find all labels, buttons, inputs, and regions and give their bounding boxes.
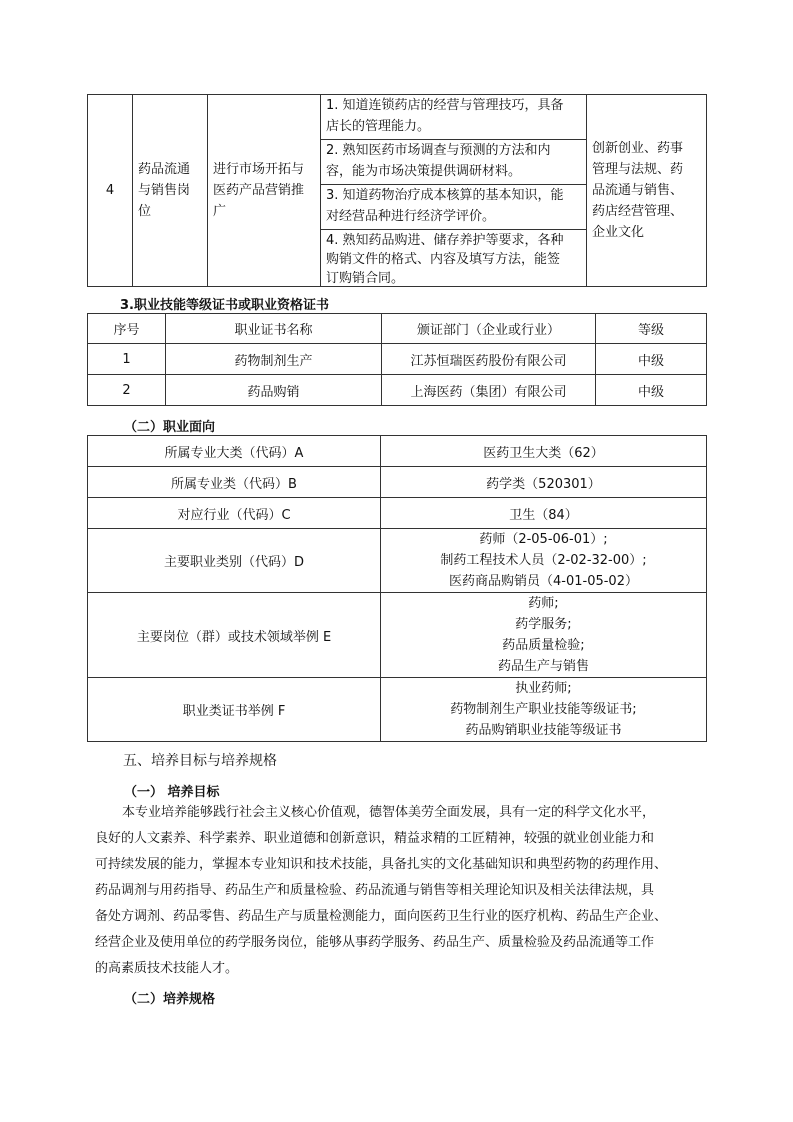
orientation-value: 卫生（84） <box>381 498 707 529</box>
table-row <box>88 375 707 406</box>
table-cell: 江苏恒瑞医药股份有限公司 <box>382 344 596 375</box>
header-cell: 序号 <box>88 314 166 344</box>
table-row <box>88 678 707 742</box>
header-cell: 等级 <box>596 314 707 344</box>
cert-section-title: 3.职业技能等级证书或职业资格证书 <box>120 298 329 313</box>
related-courses: 创新创业、药事 管理与法规、药 品流通与销售、 药店经营管理、 企业文化 <box>587 95 707 287</box>
goal-paragraph: 本专业培养能够践行社会主义核心价值观，德智体美劳全面发展，具有一定的科学文化水平， 良好的人文素养、科学素养、职业道德和创新意识，精益求精的工匠精神，较强的就业创业能力和 可持续发展的能力，掌握本专业知识和技术技能，具备扎实的文化基础知识和典型药物的药理作用、 药品调剂与用药指导、药品生产和质量检验、药品流通与销售等相关理论知识及相关法律法规，具 备处方调剂、药品零售、药品生产与质量检测能力，面向医药卫生行业的医疗机构、药品生产企业、 经营企业及使用单位的药学服务岗位，能够从事药学服务、药品生产、质量检验及药品流通等工作 的高素质技术技能人才。 <box>95 805 668 976</box>
orientation-value: 执业药师; 药物制剂生产职业技能等级证书; 药品购销职业技能等级证书 <box>381 678 707 742</box>
ability-item: 1. 知道连锁药店的经营与管理技巧，具备 店长的管理能力。 <box>326 98 564 134</box>
orientation-value: 药师; 药学服务; 药品质量检验; 药品生产与销售 <box>381 593 707 678</box>
ability-list <box>321 95 587 287</box>
orientation-label: 主要职业类别（代码）D <box>88 529 381 593</box>
work-task: 进行市场开拓与 医药产品营销推 广 <box>208 95 321 287</box>
position-ability-table <box>87 94 707 287</box>
table-row <box>88 344 707 375</box>
table-cell: 药物制剂生产 <box>166 344 382 375</box>
table-cell: 药品购销 <box>166 375 382 406</box>
ability-item: 4. 熟知药品购进、储存养护等要求，各种 购销文件的格式、内容及填写方法，能签 订购销合同。 <box>321 229 586 286</box>
table-cell: 上海医药（集团）有限公司 <box>382 375 596 406</box>
table-cell: 1 <box>88 344 166 375</box>
certificate-table <box>87 313 707 406</box>
orientation-value: 医药卫生大类（62） <box>381 436 707 467</box>
ability-item: 3. 知道药物治疗成本核算的基本知识，能 对经营品种进行经济学评价。 <box>321 184 586 229</box>
table-cell: 中级 <box>596 344 707 375</box>
table-header-row <box>88 314 707 344</box>
orientation-label: 所属专业类（代码）B <box>88 467 381 498</box>
goal-title: （一） 培养目标 <box>124 785 220 800</box>
ability-item: 2. 熟知医药市场调查与预测的方法和内 容，能为市场决策提供调研材料。 <box>321 139 586 184</box>
table-cell: 中级 <box>596 375 707 406</box>
orientation-label: 职业类证书举例 F <box>88 678 381 742</box>
orientation-value: 药学类（520301） <box>381 467 707 498</box>
orientation-table <box>87 435 707 742</box>
row-number: 4 <box>88 95 133 287</box>
orientation-label: 所属专业大类（代码）A <box>88 436 381 467</box>
table-row <box>88 436 707 467</box>
position-name: 药品流通 与销售岗 位 <box>133 95 208 287</box>
header-cell: 颁证部门（企业或行业） <box>382 314 596 344</box>
orientation-section-title: （二）职业面向 <box>124 420 216 435</box>
orientation-label: 主要岗位（群）或技术领域举例 E <box>88 593 381 678</box>
orientation-value: 药师（2-05-06-01）; 制药工程技术人员（2-02-32-00）; 医药商品购销员（4-01-05-02） <box>381 529 707 593</box>
table-row <box>88 498 707 529</box>
table-cell: 2 <box>88 375 166 406</box>
table-row <box>88 467 707 498</box>
header-cell: 职业证书名称 <box>166 314 382 344</box>
table-row <box>88 593 707 678</box>
section5-title: 五、培养目标与培养规格 <box>123 753 277 769</box>
spec-title: （二）培养规格 <box>124 992 216 1007</box>
orientation-label: 对应行业（代码）C <box>88 498 381 529</box>
table-row <box>88 529 707 593</box>
